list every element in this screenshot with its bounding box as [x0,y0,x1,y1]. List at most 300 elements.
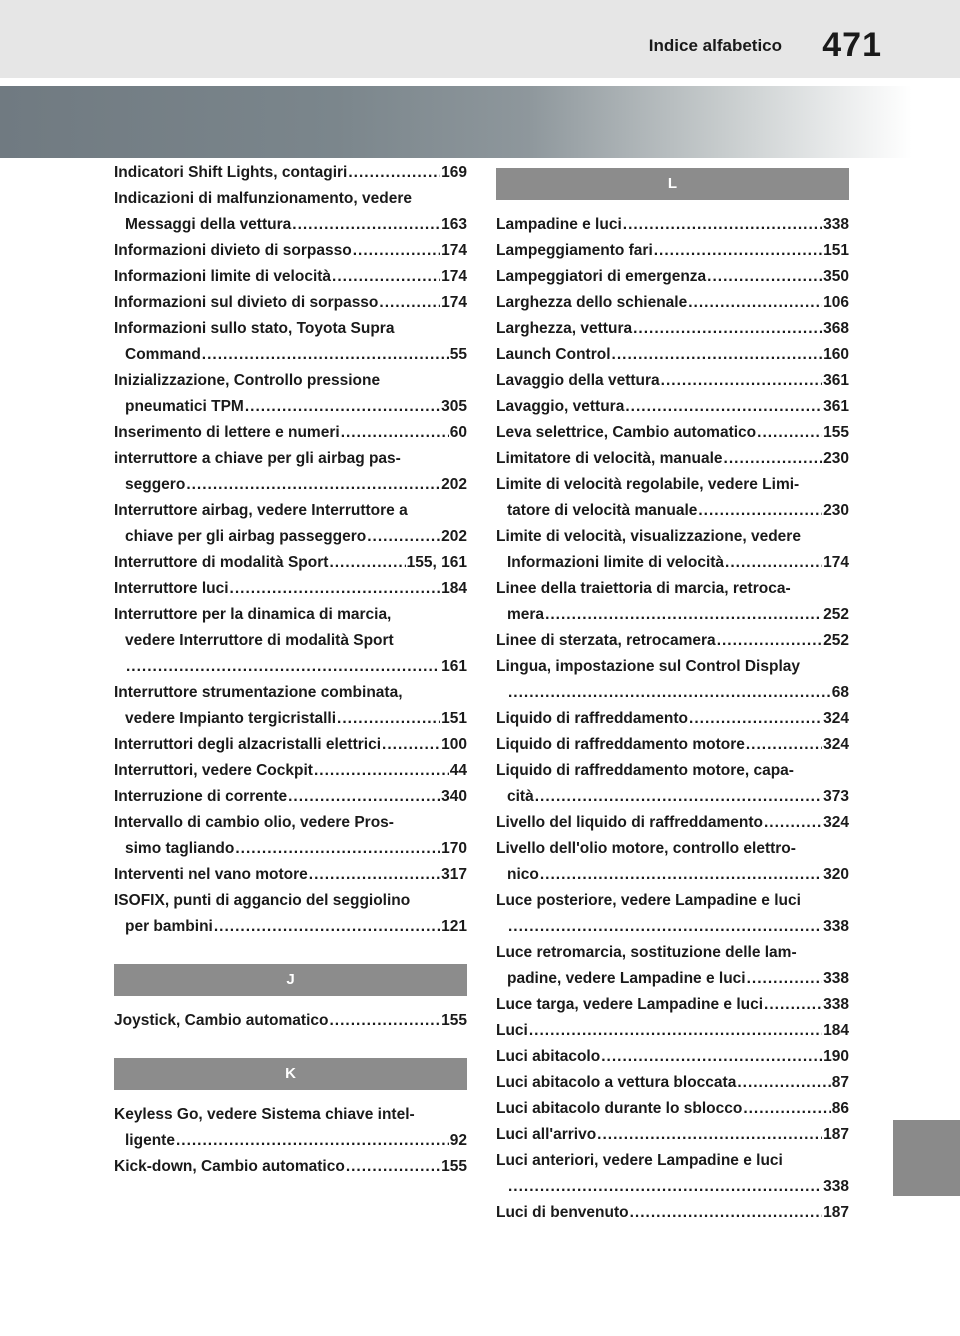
index-entry-line [496,446,849,472]
index-entry-page: 174 [823,554,849,571]
index-entry [114,238,467,264]
dot-leader [329,550,405,576]
index-entry-line [114,602,467,628]
index-entry-line [114,264,467,290]
dot-leader [367,524,440,550]
index-entry [114,290,467,316]
index-entry [496,342,849,368]
index-entry-page: 252 [823,632,849,649]
index-entry-line [114,680,467,706]
index-entry-line [496,576,849,602]
index-entry-page: 187 [823,1204,849,1221]
index-entry-text: Keyless Go, vedere Sistema chiave intel- [114,1106,415,1123]
index-entry-text: tatore di velocità manuale [507,502,698,519]
index-entry [496,264,849,290]
index-entry-page: 161 [441,658,467,675]
index-entry-page: 174 [441,268,467,285]
index-column-right [496,168,849,1226]
index-entry-line [114,212,467,238]
index-entry-text: pneumatici TPM [125,398,244,415]
index-entry [114,784,467,810]
index-entry [496,940,849,992]
index-entry-line [114,290,467,316]
index-entry-text: Leva selettrice, Cambio automatico [496,424,757,441]
index-entry-line [496,992,849,1018]
dot-leader [689,706,822,732]
index-entry-line [496,420,849,446]
index-entry-page: 230 [823,450,849,467]
chapter-banner [0,86,960,158]
dot-leader [292,212,440,238]
index-entry-page: 184 [823,1022,849,1039]
index-entry-text: Lavaggio della vettura [496,372,660,389]
index-entry [496,810,849,836]
index-entry-text: ISOFIX, punti di aggancio del seggiolino [114,892,411,909]
index-entry-line [114,836,467,862]
index-entry-line [496,1096,849,1122]
index-entry [496,446,849,472]
index-entry [496,654,849,706]
index-entry-text: Linee di sterzata, retrocamera [496,632,716,649]
dot-leader [341,420,449,446]
index-entry-line [496,1070,849,1096]
index-entry-text: Luci all'arrivo [496,1126,597,1143]
index-entry-page: 151 [441,710,467,727]
index-entry-line [496,966,849,992]
dot-leader [337,706,440,732]
index-entry [114,862,467,888]
dot-leader [747,966,823,992]
dot-leader [717,628,822,654]
dot-leader [743,1096,830,1122]
index-entry-line [114,810,467,836]
index-entry-text: Liquido di raffreddamento [496,710,689,727]
index-entry-page: 338 [823,996,849,1013]
letter-heading-k: K [114,1058,467,1090]
index-entry-page: 170 [441,840,467,857]
index-entry-line [496,316,849,342]
index-entry-page: 340 [441,788,467,805]
index-entry-text: Linee della traiettoria di marcia, retroca- [496,580,791,597]
dot-leader [346,1154,440,1180]
index-entry-page: 187 [823,1126,849,1143]
index-entry-text: Interruttore per la dinamica di marcia, [114,606,392,623]
chapter-side-tab [893,1120,960,1196]
index-entry-page: 174 [441,294,467,311]
index-entry-line [114,784,467,810]
index-entry [496,1018,849,1044]
index-entry-text: Inserimento di lettere e numeri [114,424,340,441]
index-entry-text: Kick-down, Cambio automatico [114,1158,345,1175]
index-group-j [114,1008,467,1034]
index-entry-line [496,368,849,394]
dot-leader [348,160,440,186]
index-entry-line [114,446,467,472]
index-entry-line [496,1174,849,1200]
index-entry-line [496,706,849,732]
index-entry-page: 160 [823,346,849,363]
index-entry [114,550,467,576]
index-entry-text: Messaggi della vettura [125,216,292,233]
index-entry-page: 68 [831,684,849,701]
index-entry [496,212,849,238]
index-entry [496,836,849,888]
dot-leader [661,368,822,394]
index-entry-line [496,940,849,966]
index-entry-text: Inizializzazione, Controllo pressione [114,372,381,389]
index-entry-page: 87 [831,1074,849,1091]
index-entry-line [114,576,467,602]
index-entry-page: 305 [441,398,467,415]
index-column-left [114,160,467,1180]
dot-leader [698,498,822,524]
index-entry-page: 202 [441,476,467,493]
index-entry-line [496,1018,849,1044]
index-entry-page: 361 [823,372,849,389]
dot-leader [314,758,449,784]
dot-leader [508,914,822,940]
index-entry-text: seggero [125,476,186,493]
index-entry-line [496,1200,849,1226]
index-entry-line [496,550,849,576]
index-entry [114,368,467,420]
index-entry-page: 155 [441,1012,467,1029]
dot-leader [382,732,440,758]
index-entry-text: Informazioni limite di velocità [114,268,332,285]
dot-leader [625,394,822,420]
index-entry-line [114,186,467,212]
index-group-l [496,212,849,1226]
index-entry-text: Lampeggiamento fari [496,242,653,259]
index-entry-text: per bambini [125,918,213,935]
index-entry-page: 317 [441,866,467,883]
index-entry-page: 338 [823,970,849,987]
index-entry-text: Luce posteriore, vedere Lampadine e luci [496,892,801,909]
index-entry-line [114,1008,467,1034]
dot-leader [332,264,440,290]
page-number: 471 [822,26,882,64]
dot-leader [176,1128,449,1154]
index-entry-line [114,394,467,420]
header-bar [0,0,960,78]
index-entry-line [114,914,467,940]
dot-leader [737,1070,830,1096]
index-entry [496,732,849,758]
index-entry [496,1044,849,1070]
index-entry [114,888,467,940]
dot-leader [540,862,822,888]
index-entry-text: Luci di benvenuto [496,1204,629,1221]
index-entry-line [496,238,849,264]
letter-heading-j: J [114,964,467,996]
index-entry [114,732,467,758]
index-entry-line [114,524,467,550]
dot-leader [688,290,822,316]
index-entry-page: 60 [449,424,467,441]
dot-leader [508,680,831,706]
index-entry-page: 92 [449,1132,467,1149]
index-entry [496,1200,849,1226]
index-entry-text: Indicazioni di malfunzionamento, vedere [114,190,412,207]
index-entry [496,758,849,810]
index-entry [496,1148,849,1200]
index-entry [496,420,849,446]
index-entry-page: 151 [823,242,849,259]
dot-leader [633,316,822,342]
dot-leader [724,446,823,472]
dot-leader [309,862,440,888]
index-entry-line [496,602,849,628]
dot-leader [654,238,822,264]
index-entry-page: 86 [831,1100,849,1117]
dot-leader [764,810,822,836]
index-entry [496,368,849,394]
index-entry-text: Informazioni limite di velocità [507,554,725,571]
index-entry-line [114,550,467,576]
index-entry-line [496,680,849,706]
dot-leader [186,472,440,498]
index-entry [114,602,467,680]
index-entry-line [496,1148,849,1174]
dot-leader [535,784,822,810]
index-entry-line [496,394,849,420]
index-entry-line [496,342,849,368]
index-entry-page: 155, 161 [406,554,467,571]
index-entry-line [114,732,467,758]
index-entry-text: Informazioni sullo stato, Toyota Supra [114,320,395,337]
index-entry-line [114,628,467,654]
index-entry-line [496,888,849,914]
dot-leader [202,342,449,368]
index-entry-text: Interruttori degli alzacristalli elettrici [114,736,382,753]
index-entry [496,706,849,732]
dot-leader [288,784,440,810]
index-entry [114,498,467,550]
index-entry-line [496,758,849,784]
index-entry-page: 324 [823,710,849,727]
index-entry [496,472,849,524]
index-entry-line [114,758,467,784]
index-entry-text: Luci [496,1022,528,1039]
index-entry-text: chiave per gli airbag passeggero [125,528,367,545]
index-entry-text: Intervallo di cambio olio, vedere Pros- [114,814,394,831]
index-entry-text: Liquido di raffreddamento motore, capa- [496,762,794,779]
dot-leader [245,394,440,420]
index-entry-page: 190 [823,1048,849,1065]
dot-leader [612,342,823,368]
index-entry [496,394,849,420]
dot-leader [630,1200,823,1226]
index-entry-text: Command [125,346,201,363]
index-entry-text: Limitatore di velocità, manuale [496,450,723,467]
index-entry-page: 100 [441,736,467,753]
index-entry-line [496,810,849,836]
index-entry-line [114,316,467,342]
index-entry-line [496,524,849,550]
index-entry [114,160,467,186]
index-entry-text: Luci abitacolo durante lo sblocco [496,1100,743,1117]
index-entry-page: 44 [449,762,467,779]
index-entry [496,290,849,316]
dot-leader [379,290,440,316]
index-entry-line [496,914,849,940]
index-group-i [114,160,467,940]
index-entry-line [496,732,849,758]
index-entry [114,680,467,732]
index-entry-text: Luce retromarcia, sostituzione delle lam- [496,944,797,961]
index-entry [496,628,849,654]
index-entry-page: 184 [441,580,467,597]
index-entry-page: 174 [441,242,467,259]
dot-leader [508,1174,822,1200]
index-entry [114,1154,467,1180]
index-entry-line [114,888,467,914]
index-entry-page: 155 [441,1158,467,1175]
index-group-k [114,1102,467,1180]
index-entry-text: Livello dell'olio motore, controllo elettro- [496,840,796,857]
index-entry-text: Interruttore luci [114,580,229,597]
index-entry [496,238,849,264]
letter-heading-l: L [496,168,849,200]
index-entry-text: padine, vedere Lampadine e luci [507,970,746,987]
index-entry-line [496,784,849,810]
index-entry-line [114,706,467,732]
index-entry [496,888,849,940]
index-entry [496,1122,849,1148]
index-entry-text: Interventi nel vano motore [114,866,308,883]
index-entry-line [496,472,849,498]
index-entry [114,420,467,446]
index-entry-line [496,862,849,888]
index-entry-text: nico [507,866,539,883]
dot-leader [353,238,440,264]
dot-leader [545,602,822,628]
index-entry-line [114,1154,467,1180]
index-entry-page: 324 [823,736,849,753]
index-entry-line [496,264,849,290]
index-entry-text: cità [507,788,534,805]
index-entry-text: Informazioni divieto di sorpasso [114,242,352,259]
index-entry-line [496,498,849,524]
index-entry-line [114,420,467,446]
index-entry-line [114,368,467,394]
index-entry-page: 350 [823,268,849,285]
dot-leader [329,1008,440,1034]
index-entry-text: Limite di velocità, visualizzazione, vedere [496,528,801,545]
index-entry-line [114,472,467,498]
index-entry-page: 373 [823,788,849,805]
index-entry-text: Informazioni sul divieto di sorpasso [114,294,379,311]
index-entry [496,1096,849,1122]
index-entry-page: 202 [441,528,467,545]
index-entry-line [496,290,849,316]
index-entry-page: 230 [823,502,849,519]
index-entry [496,992,849,1018]
index-entry-text: Luci abitacolo a vettura bloccata [496,1074,737,1091]
dot-leader [601,1044,822,1070]
index-entry-text: Interruttori, vedere Cockpit [114,762,313,779]
index-entry-line [114,862,467,888]
index-entry-text: Luci abitacolo [496,1048,601,1065]
index-entry-text: Interruttore airbag, vedere Interruttore a [114,502,408,519]
index-entry-text: vedere Impianto tergicristalli [125,710,337,727]
index-entry-page: 252 [823,606,849,623]
index-entry-line [114,1128,467,1154]
index-entry-line [114,342,467,368]
index-entry-text: vedere Interruttore di modalità Sport [125,632,394,649]
index-entry-text: Luci anteriori, vedere Lampadine e luci [496,1152,783,1169]
index-entry [114,1008,467,1034]
index-entry [496,316,849,342]
index-entry-text: Lavaggio, vettura [496,398,625,415]
index-entry-text: Interruzione di corrente [114,788,288,805]
index-entry-line [496,654,849,680]
index-entry-text: Indicatori Shift Lights, contagiri [114,164,348,181]
index-entry [114,446,467,498]
index-entry-page: 121 [441,918,467,935]
index-entry [114,758,467,784]
index-entry-page: 338 [823,1178,849,1195]
dot-leader [746,732,822,758]
index-entry-line [114,498,467,524]
index-entry-line [114,654,467,680]
index-entry-text: Joystick, Cambio automatico [114,1012,329,1029]
index-entry [114,810,467,862]
dot-leader [126,654,440,680]
index-entry [114,1102,467,1154]
index-entry-page: 361 [823,398,849,415]
index-entry-page: 55 [449,346,467,363]
index-entry-text: Interruttore strumentazione combinata, [114,684,403,701]
index-entry-line [496,1044,849,1070]
index-entry [114,316,467,368]
index-entry [114,186,467,238]
index-entry-text: Lingua, impostazione sul Control Display [496,658,800,675]
index-entry-page: 324 [823,814,849,831]
index-entry-page: 338 [823,216,849,233]
dot-leader [623,212,822,238]
dot-leader [757,420,822,446]
dot-leader [529,1018,822,1044]
section-title: Indice alfabetico [648,36,782,55]
index-entry-text: Liquido di raffreddamento motore [496,736,745,753]
index-entry-line [496,628,849,654]
index-entry-page: 163 [441,216,467,233]
index-entry-text: simo tagliando [125,840,235,857]
index-entry-line [496,1122,849,1148]
index-entry-text: Limite di velocità regolabile, vedere Limi- [496,476,800,493]
index-entry-text: Larghezza dello schienale [496,294,688,311]
index-entry-line [496,836,849,862]
index-entry [114,576,467,602]
index-entry-text: Livello del liquido di raffreddamento [496,814,763,831]
index-entry-line [496,212,849,238]
dot-leader [597,1122,822,1148]
index-entry-text: Launch Control [496,346,611,363]
index-entry-line [114,1102,467,1128]
index-entry-page: 155 [823,424,849,441]
index-entry [496,524,849,576]
dot-leader [235,836,440,862]
index-entry [496,576,849,628]
index-entry [496,1070,849,1096]
index-entry-line [114,238,467,264]
index-entry-text: Luce targa, vedere Lampadine e luci [496,996,764,1013]
index-entry-page: 338 [823,918,849,935]
dot-leader [230,576,441,602]
index-entry-text: Interruttore di modalità Sport [114,554,329,571]
index-entry-text: Lampeggiatori di emergenza [496,268,707,285]
